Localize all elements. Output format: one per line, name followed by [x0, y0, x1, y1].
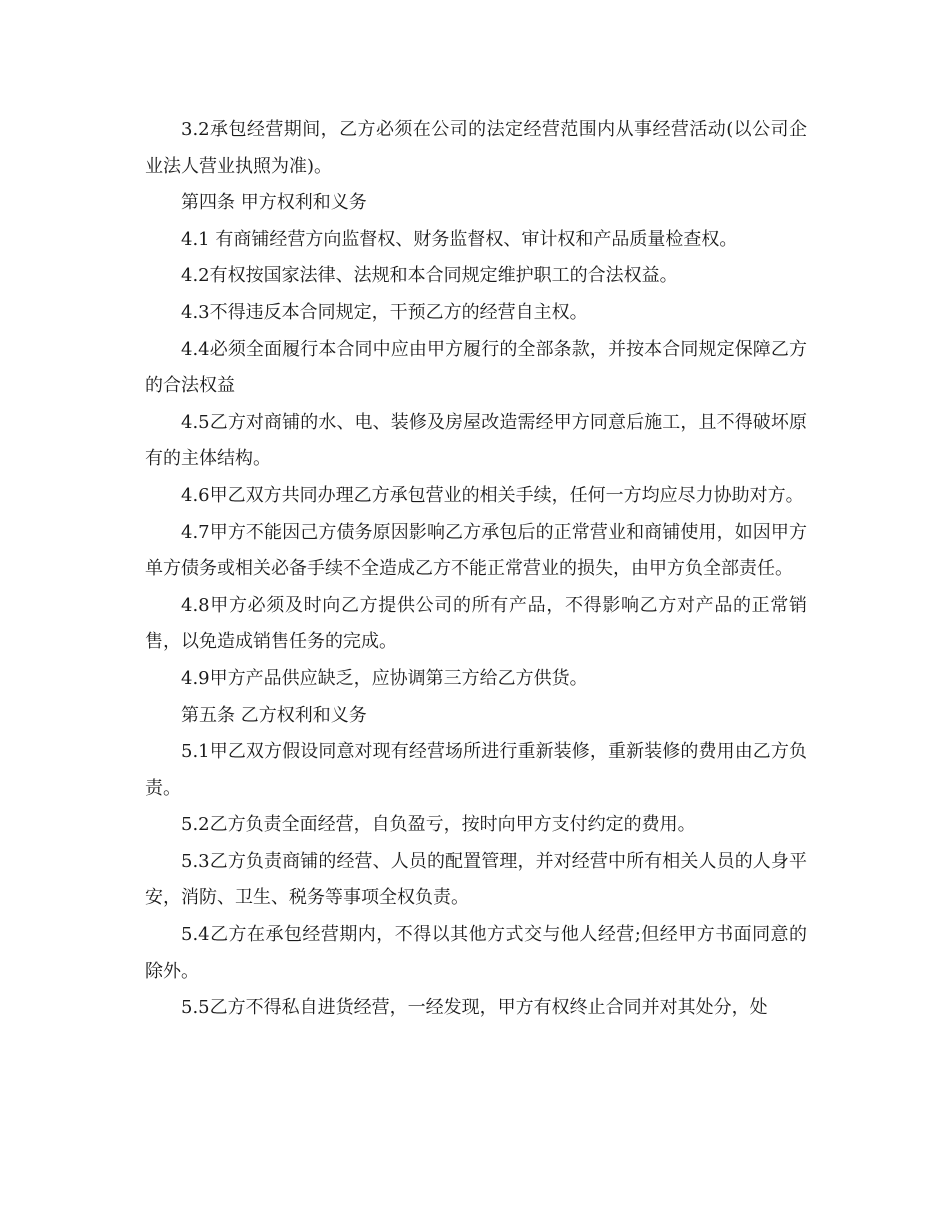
clause-5-1: 5.1甲乙双方假设同意对现有经营场所进行重新装修，重新装修的费用由乙方负责。	[145, 741, 807, 799]
clause-4-3: 4.3不得违反本合同规定，干预乙方的经营自主权。	[181, 301, 588, 323]
clause-4-7: 4.7甲方不能因己方债务原因影响乙方承包后的正常营业和商铺使用，如因甲方单方债务或相关必备手续不全造成乙方不能正常营业的损失，由甲方负全部责任。	[145, 521, 807, 580]
article-5-heading: 第五条 乙方权利和义务	[181, 704, 367, 726]
clause-3-2: 3.2承包经营期间，乙方必须在公司的法定经营范围内从事经营活动(以公司企业法人营业执照为准)。	[145, 119, 807, 177]
clause-4-1: 4.1 有商铺经营方向监督权、财务监督权、审计权和产品质量检查权。	[181, 228, 738, 250]
clause-4-9: 4.9甲方产品供应缺乏，应协调第三方给乙方供货。	[181, 667, 588, 689]
clause-5-3: 5.3乙方负责商铺的经营、人员的配置管理，并对经营中所有相关人员的人身平安，消防、卫生、税务等事项全权负责。	[145, 850, 807, 909]
clause-4-6: 4.6甲乙双方共同办理乙方承包营业的相关手续，任何一方均应尽力协助对方。	[181, 484, 804, 506]
article-4-heading: 第四条 甲方权利和义务	[181, 192, 367, 214]
clause-4-5: 4.5乙方对商铺的水、电、装修及房屋改造需经甲方同意后施工，且不得破坏原有的主体结构。	[145, 411, 807, 470]
clause-4-2: 4.2有权按国家法律、法规和本合同规定维护职工的合法权益。	[181, 265, 678, 287]
clause-5-5: 5.5乙方不得私自进货经营，一经发现，甲方有权终止合同并对其处分，处	[181, 997, 768, 1019]
clause-4-4: 4.4必须全面履行本合同中应由甲方履行的全部条款，并按本合同规定保障乙方的合法权益	[145, 338, 807, 397]
document-body	[145, 112, 807, 1027]
clause-5-2: 5.2乙方负责全面经营，自负盈亏，按时向甲方支付约定的费用。	[181, 814, 696, 836]
clause-4-8: 4.8甲方必须及时向乙方提供公司的所有产品，不得影响乙方对产品的正常销售，以免造成销售任务的完成。	[145, 594, 807, 653]
clause-5-4: 5.4乙方在承包经营期内，不得以其他方式交与他人经营;但经甲方书面同意的除外。	[145, 924, 807, 982]
